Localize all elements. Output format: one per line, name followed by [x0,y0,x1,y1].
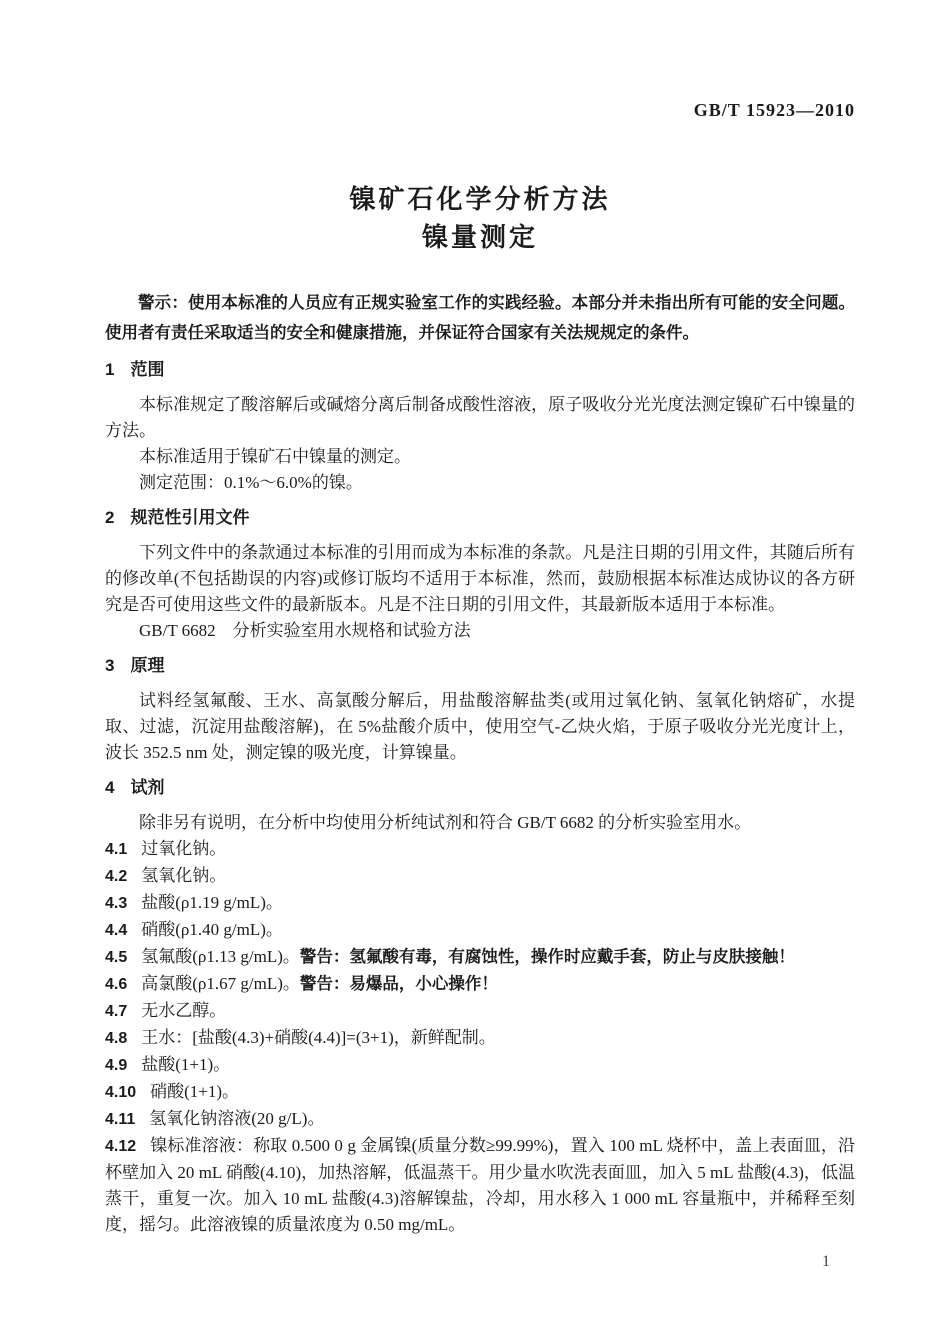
section-heading-reagents [105,776,855,800]
clause-warning: 警告：氢氟酸有毒，有腐蚀性，操作时应戴手套，防止与皮肤接触！ [299,948,795,966]
clause-row [105,998,855,1025]
clause-text: 过氧化钠。 [141,839,227,858]
paragraph: 本标准适用于镍矿石中镍量的测定。 [139,447,411,466]
clause-text: 镍标准溶液：称取 0.500 0 g 金属镍(质量分数≥99.99%)，置入 100 mL 烧杯中，盖上表面皿，沿杯壁加入 20 mL 硝酸(4.10)，加热溶解，低温蒸干。用少量水吹洗表面皿，加入 5 mL 盐酸(4.3)，低温蒸干，重复一次。加入 10 mL 盐酸(4.3)溶解镍盐，冷却，用水移入 1 000 mL 容量瓶中，并稀释至刻度，摇匀。此溶液镍的质量浓度为 0.50 mg/mL。 [105,1136,855,1234]
clause-text: 王水：[盐酸(4.3)+硝酸(4.4)]=(3+1)，新鲜配制。 [141,1028,496,1047]
section-title: 试剂 [130,778,165,797]
doc-title-line-2: 镍量测定 [421,222,538,252]
clause-row [105,1025,855,1052]
section-title: 原理 [130,656,165,675]
clause-number: 4.8 [105,1030,128,1047]
clause-row [105,836,855,863]
doc-title-line-1: 镍矿石化学分析方法 [349,184,611,214]
paragraph: 下列文件中的条款通过本标准的引用而成为本标准的条款。凡是注日期的引用文件，其随后所有的修改单(不包括勘误的内容)或修订版均不适用于本标准，然而，鼓励根据本标准达成协议的各方研究是否可使用这些文件的最新版本。凡是不注日期的引用文件，其最新版本适用于本标准。 [105,543,855,614]
section-heading-normative-references [105,506,855,530]
clause-number: 4.9 [105,1057,128,1074]
clause-number: 4.7 [105,1003,128,1020]
paragraph: 试料经氢氟酸、王水、高氯酸分解后，用盐酸溶解盐类(或用过氧化钠、氢氧化钠熔矿，水提取、过滤，沉淀用盐酸溶解)，在 5%盐酸介质中，使用空气-乙炔火焰，于原子吸收分光光度计上，波长 352.5 nm 处，测定镍的吸光度，计算镍量。 [105,691,855,762]
section-number: 3 [105,656,115,675]
clause-number: 4.2 [105,868,128,885]
clause-number: 4.6 [105,976,128,993]
clause-number: 4.5 [105,949,128,966]
page-number: 1 [822,1253,830,1270]
reagents-intro: 除非另有说明，在分析中均使用分析纯试剂和符合 GB/T 6682 的分析实验室用水。 [139,813,752,832]
clause-text: 硝酸(ρ1.40 g/mL)。 [141,920,283,939]
clause-number: 4.3 [105,895,128,912]
clause-number: 4.10 [105,1084,137,1101]
clause-row [105,890,855,917]
clause-number: 4.11 [105,1111,136,1128]
clause-row [105,944,855,971]
paragraph: 本标准规定了酸溶解后或碱熔分离后制备成酸性溶液，原子吸收分光光度法测定镍矿石中镍量的方法。 [105,395,855,440]
clause-row [105,971,855,998]
clause-row [105,917,855,944]
clause-text: 氢氟酸(ρ1.13 g/mL)。 [141,947,300,966]
section-heading-principle [105,654,855,678]
clause-text: 盐酸(ρ1.19 g/mL)。 [141,893,283,912]
clause-text: 氢氧化钠溶液(20 g/L)。 [149,1109,325,1128]
section-number: 4 [105,778,115,797]
clause-row [105,1106,855,1133]
clause-warning: 警告：易爆品，小心操作！ [299,975,498,993]
safety-warning: 警示：使用本标准的人员应有正规实验室工作的实践经验。本部分并未指出所有可能的安全问题。使用者有责任采取适当的安全和健康措施，并保证符合国家有关法规规定的条件。 [105,294,855,342]
clause-number: 4.12 [105,1138,137,1155]
clause-number: 4.1 [105,841,128,858]
clause-text: 氢氧化钠。 [141,866,227,885]
document-title [105,180,855,256]
standard-number: GB/T 15923—2010 [693,100,855,120]
clause-number: 4.4 [105,922,128,939]
section-title: 范围 [130,360,165,379]
paragraph: 测定范围：0.1%～6.0%的镍。 [139,473,363,492]
clause-text: 高氯酸(ρ1.67 g/mL)。 [141,974,300,993]
clause-text: 硝酸(1+1)。 [150,1082,240,1101]
section-number: 2 [105,508,115,527]
clause-row [105,1052,855,1079]
section-heading-scope [105,358,855,382]
clause-text: 盐酸(1+1)。 [141,1055,231,1074]
clause-row [105,1133,855,1238]
clause-row [105,863,855,890]
referenced-standard: GB/T 6682 分析实验室用水规格和试验方法 [139,621,471,640]
section-number: 1 [105,360,115,379]
clause-row [105,1079,855,1106]
clause-text: 无水乙醇。 [141,1001,227,1020]
section-title: 规范性引用文件 [130,508,250,527]
